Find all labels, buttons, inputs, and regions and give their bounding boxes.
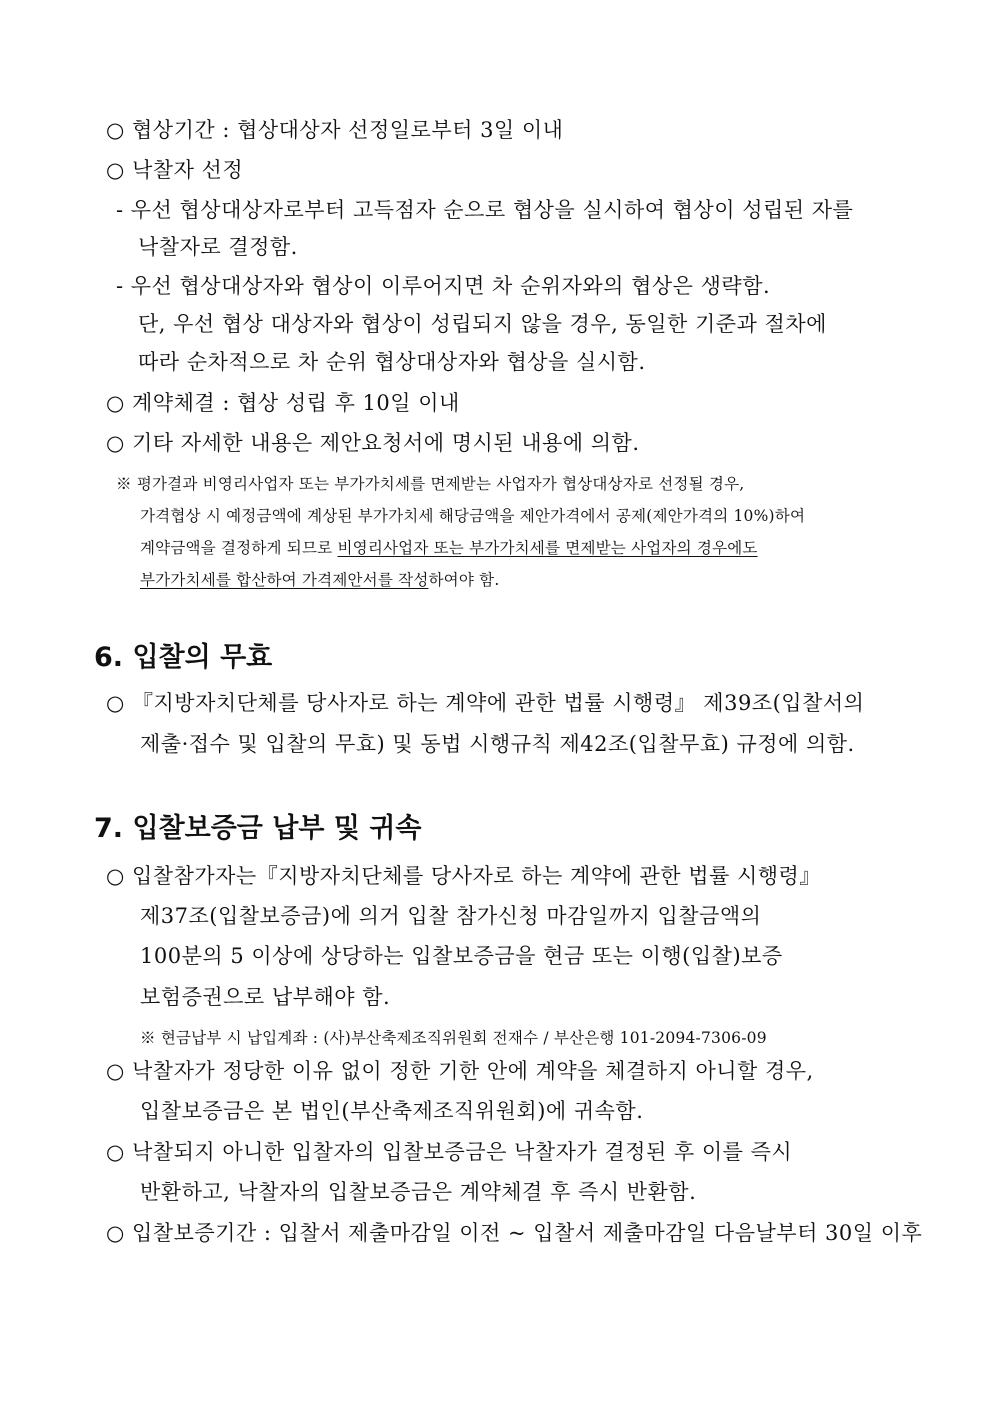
dash-item-1-line-2: 낙찰자로 결정함. [138, 235, 298, 259]
dash-item-2-line-3: 따라 순차적으로 차 순위 협상대상자와 협상을 실시함. [138, 350, 646, 374]
vat-note-line-4 [140, 569, 499, 591]
vat-note-line-1: ※ 평가결과 비영리사업자 또는 부가가치세를 면제받는 사업자가 협상대상자로 선정될 경우, [116, 475, 745, 493]
vat-note-line-4-underlined: 부가가치세를 합산하여 가격제안서를 작성 [140, 571, 429, 589]
vat-note-line-3-underlined: 비영리사업자 또는 부가가치세를 면제받는 사업자의 경우에도 [337, 539, 758, 557]
dash-item-2-line-2: 단, 우선 협상 대상자와 협상이 성립되지 않을 경우, 동일한 기준과 절차에 [138, 312, 827, 336]
sec7-bullet-4: ○ 입찰보증기간 : 입찰서 제출마감일 이전 ~ 입찰서 제출마감일 다음날부터 30일 이후 [106, 1221, 923, 1245]
sec7-bullet-1-line-4: 보험증권으로 납부해야 함. [140, 985, 391, 1009]
sec7-bullet-1-line-1: ○ 입찰참가자는『지방자치단체를 당사자로 하는 계약에 관한 법률 시행령』 [106, 864, 821, 888]
section-7-heading: 7. 입찰보증금 납부 및 귀속 [94, 813, 422, 844]
sec6-bullet-line-1: ○ 『지방자치단체를 당사자로 하는 계약에 관한 법률 시행령』 제39조(입찰서의 [106, 691, 865, 715]
deposit-account-note: ※ 현금납부 시 납입계좌 : (사)부산축제조직위원회 전재수 / 부산은행 101-2094-7306-09 [140, 1029, 767, 1047]
sec7-bullet-1-line-2: 제37조(입찰보증금)에 의거 입찰 참가신청 마감일까지 입찰금액의 [140, 904, 762, 928]
bullet-other-details: ○ 기타 자세한 내용은 제안요청서에 명시된 내용에 의함. [106, 431, 640, 455]
sec7-bullet-2-line-2: 입찰보증금은 본 법인(부산축제조직위원회)에 귀속함. [140, 1099, 644, 1123]
sec7-bullet-2-line-1: ○ 낙찰자가 정당한 이유 없이 정한 기한 안에 계약을 체결하지 아니할 경우, [106, 1059, 814, 1083]
dash-item-1-line-1: - 우선 협상대상자로부터 고득점자 순으로 협상을 실시하여 협상이 성립된 자를 [116, 198, 854, 222]
bullet-contract-conclusion: ○ 계약체결 : 협상 성립 후 10일 이내 [106, 391, 460, 415]
vat-note-line-4-plain: 하여야 함. [428, 571, 500, 589]
sec6-bullet-line-2: 제출·접수 및 입찰의 무효) 및 동법 시행규칙 제42조(입찰무효) 규정에 의함. [140, 732, 855, 756]
dash-item-2-line-1: - 우선 협상대상자와 협상이 이루어지면 차 순위자와의 협상은 생략함. [116, 274, 771, 298]
sec7-bullet-3-line-2: 반환하고, 낙찰자의 입찰보증금은 계약체결 후 즉시 반환함. [140, 1180, 697, 1204]
vat-note-line-3-plain: 계약금액을 결정하게 되므로 [140, 539, 338, 557]
bullet-negotiation-period: ○ 협상기간 : 협상대상자 선정일로부터 3일 이내 [106, 118, 564, 142]
section-6-heading: 6. 입찰의 무효 [94, 642, 273, 673]
vat-note-line-3 [140, 537, 758, 559]
vat-note-line-2: 가격협상 시 예정금액에 계상된 부가가치세 해당금액을 제안가격에서 공제(제안가격의 10%)하여 [140, 507, 806, 525]
sec7-bullet-1-line-3: 100분의 5 이상에 상당하는 입찰보증금을 현금 또는 이행(입찰)보증 [140, 944, 783, 968]
bullet-winner-selection: ○ 낙찰자 선정 [106, 158, 244, 182]
sec7-bullet-3-line-1: ○ 낙찰되지 아니한 입찰자의 입찰보증금은 낙찰자가 결정된 후 이를 즉시 [106, 1140, 793, 1164]
